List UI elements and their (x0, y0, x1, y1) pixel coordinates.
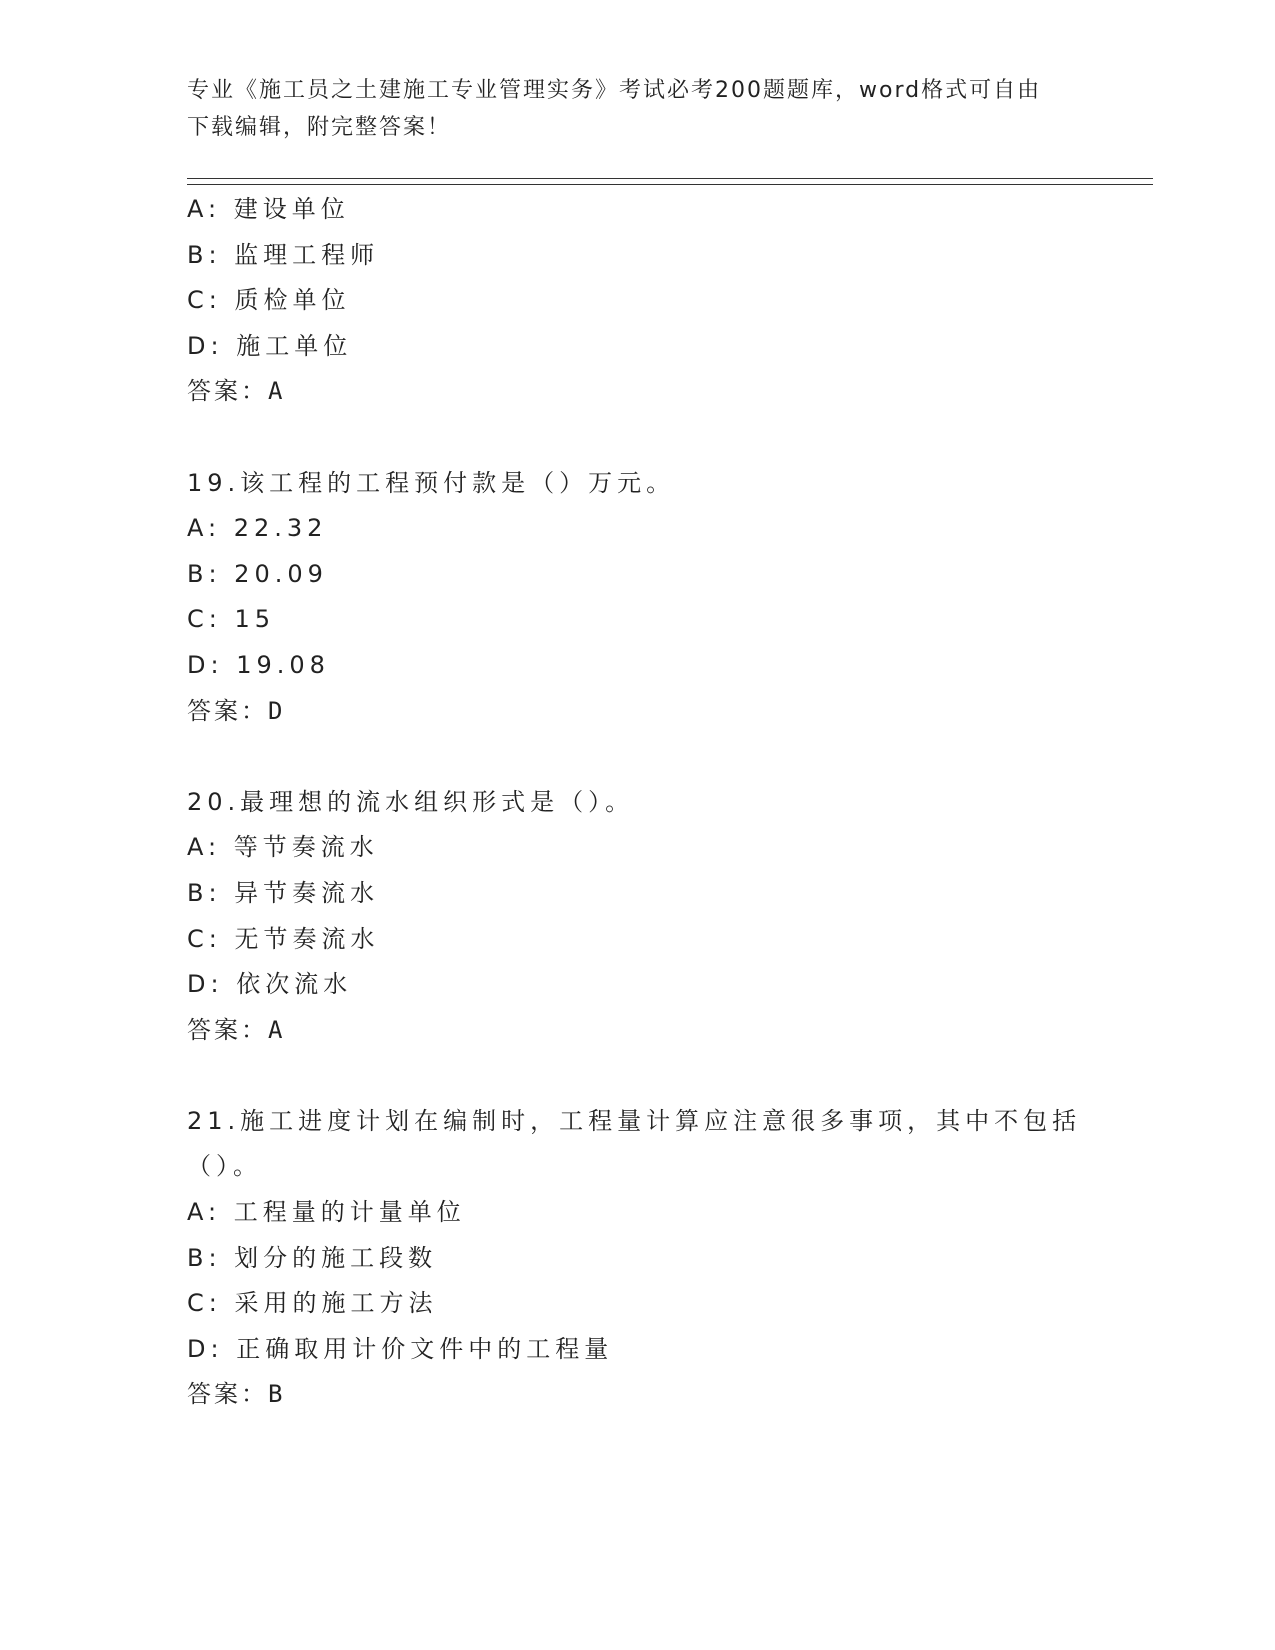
option-c: C: 无节奏流水 (187, 924, 380, 953)
document-header (187, 72, 1087, 146)
question-text: 19.该工程的工程预付款是（）万元。 (187, 468, 676, 497)
question-text: 20.最理想的流水组织形式是（）。 (187, 787, 635, 816)
question-text-line-1: 21.施工进度计划在编制时，工程量计算应注意很多事项，其中不包括 (187, 1106, 1082, 1135)
question-spacer (187, 734, 1147, 780)
option-d: D: 19.08 (187, 650, 330, 679)
option-d: D: 施工单位 (187, 331, 353, 360)
question-list (187, 187, 1147, 1418)
question-spacer (187, 1053, 1147, 1099)
answer-line: 答案：A (187, 377, 286, 406)
option-c: C: 15 (187, 605, 276, 634)
option-a: A: 等节奏流水 (187, 833, 379, 862)
option-b: B: 划分的施工段数 (187, 1243, 438, 1272)
header-rule-bottom (187, 184, 1153, 185)
question-spacer (187, 415, 1147, 461)
question-20-block (187, 780, 1147, 1054)
question-text-line-2: （）。 (187, 1152, 262, 1181)
answer-line: 答案：B (187, 1380, 286, 1409)
answer-line: 答案：D (187, 696, 286, 725)
option-b: B: 监理工程师 (187, 240, 380, 269)
header-rule-top (187, 178, 1153, 179)
option-a: A: 22.32 (187, 514, 328, 543)
option-d: D: 依次流水 (187, 970, 353, 999)
answer-line: 答案：A (187, 1015, 286, 1044)
question-21-block (187, 1099, 1147, 1418)
header-line-1: 专业《施工员之土建施工专业管理实务》考试必考200题题库，word格式可自由 (187, 78, 1042, 103)
option-c: C: 采用的施工方法 (187, 1289, 438, 1318)
question-18-block (187, 187, 1147, 415)
option-b: B: 异节奏流水 (187, 878, 380, 907)
option-a: A: 建设单位 (187, 195, 350, 223)
option-d: D: 正确取用计价文件中的工程量 (187, 1334, 614, 1363)
option-a: A: 工程量的计量单位 (187, 1198, 466, 1227)
option-b: B: 20.09 (187, 559, 328, 588)
option-c: C: 质检单位 (187, 286, 351, 315)
question-19-block (187, 461, 1147, 735)
header-line-2: 下载编辑，附完整答案！ (187, 115, 452, 140)
